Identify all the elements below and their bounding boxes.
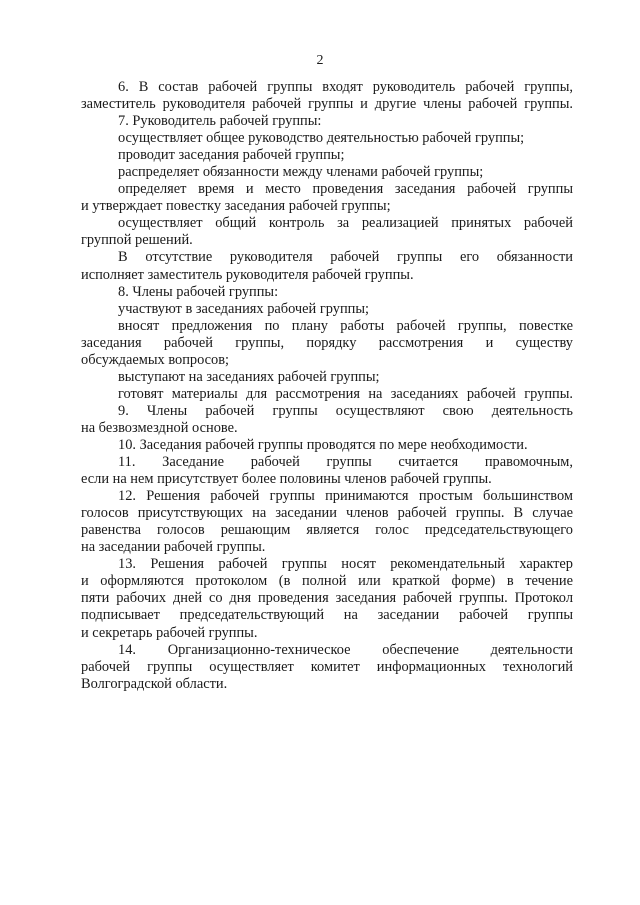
text-line: исполняет заместитель руководителя рабочей группы. bbox=[81, 266, 414, 283]
text-line: на заседании рабочей группы. bbox=[81, 539, 266, 556]
text-line: осуществляет общее руководство деятельностью рабочей группы; bbox=[118, 130, 525, 147]
text-line: если на нем присутствует более половины членов рабочей группы. bbox=[81, 471, 492, 488]
text-line: выступают на заседаниях рабочей группы; bbox=[118, 368, 380, 385]
text-line: 8. Члены рабочей группы: bbox=[118, 283, 279, 300]
text-line: обсуждаемых вопросов; bbox=[81, 351, 230, 368]
text-line: 11. Заседание рабочей группы считается правомочным, bbox=[118, 454, 573, 471]
text-line: голосов присутствующих на заседании членов рабочей группы. В случае bbox=[81, 505, 573, 522]
text-line: заседания рабочей группы, порядку рассмотрения и существу bbox=[81, 334, 573, 351]
text-line: и оформляются протоколом (в полной или краткой форме) в течение bbox=[81, 573, 573, 590]
text-line: распределяет обязанности между членами рабочей группы; bbox=[118, 164, 484, 181]
text-line: участвуют в заседаниях рабочей группы; bbox=[118, 300, 370, 317]
page-number: 2 bbox=[316, 53, 324, 68]
text-line: 10. Заседания рабочей группы проводятся по мере необходимости. bbox=[118, 436, 528, 453]
text-line: рабочей группы осуществляет комитет информационных технологий bbox=[81, 658, 573, 675]
text-line: 7. Руководитель рабочей группы: bbox=[118, 113, 322, 130]
text-line: и утверждает повестку заседания рабочей группы; bbox=[81, 198, 391, 215]
text-line: вносят предложения по плану работы рабочей группы, повестке bbox=[118, 317, 573, 334]
text-line: 6. В состав рабочей группы входят руководитель рабочей группы, bbox=[118, 79, 573, 95]
text-line: равенства голосов решающим является голос председательствующего bbox=[81, 522, 573, 539]
text-line: 14. Организационно-техническое обеспечение деятельности bbox=[118, 641, 573, 658]
text-line: осуществляет общий контроль за реализацией принятых рабочей bbox=[118, 215, 573, 232]
document-body bbox=[81, 79, 573, 693]
text-line: пяти рабочих дней со дня проведения заседания рабочей группы. Протокол bbox=[81, 590, 573, 607]
text-line: и секретарь рабочей группы. bbox=[81, 624, 258, 641]
text-line: на безвозмездной основе. bbox=[81, 419, 238, 436]
text-line: 12. Решения рабочей группы принимаются простым большинством bbox=[118, 488, 573, 505]
text-line: группой решений. bbox=[81, 232, 193, 249]
text-line: готовят материалы для рассмотрения на заседаниях рабочей группы. bbox=[118, 385, 573, 402]
text-line: 13. Решения рабочей группы носят рекомендательный характер bbox=[118, 556, 573, 573]
text-line: В отсутствие руководителя рабочей группы его обязанности bbox=[118, 249, 573, 266]
text-line: Волгоградской области. bbox=[81, 675, 228, 692]
text-line: 9. Члены рабочей группы осуществляют свою деятельность bbox=[118, 402, 573, 419]
text-line: подписывает председательствующий на заседании рабочей группы bbox=[81, 607, 573, 624]
text-line: заместитель руководителя рабочей группы и другие члены рабочей группы. bbox=[81, 96, 573, 113]
text-line: определяет время и место проведения заседания рабочей группы bbox=[118, 181, 573, 198]
text-line: проводит заседания рабочей группы; bbox=[118, 147, 345, 164]
